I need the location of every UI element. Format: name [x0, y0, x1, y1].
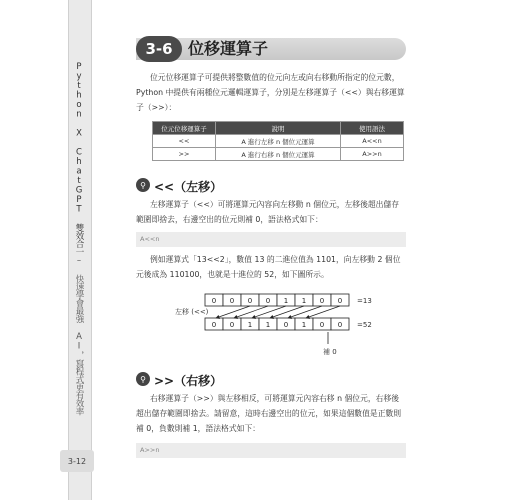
table-cell: A 進行右移 n 個位元運算	[216, 148, 341, 161]
magnifier-icon: ⚲	[136, 372, 150, 386]
top-bit-bit: 0	[265, 297, 271, 305]
right-shift-syntax: A>>n	[140, 446, 160, 454]
right-shift-heading: >>（右移）	[154, 374, 223, 388]
bottom-bit-row	[205, 318, 349, 330]
right-shift-syntax-box	[136, 443, 406, 458]
table-row	[153, 148, 404, 161]
diagram-label: 左移 (<<)	[175, 308, 209, 316]
table-row	[153, 135, 404, 148]
bottom-bit-bit: 0	[229, 321, 235, 329]
shift-arrow	[234, 306, 268, 318]
bottom-bit-bit: 1	[265, 321, 271, 329]
magnifier-icon: ⚲	[136, 178, 150, 192]
table-header: 位元位移運算子	[153, 122, 216, 135]
section-number: 3-6	[136, 36, 182, 62]
shift-arrows	[216, 306, 340, 318]
top-bit-bit: 0	[319, 297, 325, 305]
left-shift-syntax-box	[136, 232, 406, 247]
top-value: =13	[357, 297, 372, 305]
left-shift-heading: <<（左移）	[154, 180, 223, 194]
left-shift-description: 左移運算子（<<）可將運算元內容向左移動 n 個位元，左移後超出儲存範圍即捨去，右邊空出的位元則補 0，語法格式如下：	[136, 200, 400, 224]
table-cell: A<<n	[341, 135, 404, 148]
book-title-vertical	[71, 62, 87, 415]
bottom-bit-bit: 0	[283, 321, 289, 329]
top-bit-bit: 0	[211, 297, 217, 305]
bottom-value: =52	[357, 321, 372, 329]
table-header: 使用語法	[341, 122, 404, 135]
book-title: Python X ChatGPT 雙效合一	[74, 62, 84, 256]
bottom-bit-bit: 0	[319, 321, 325, 329]
shift-arrow	[270, 306, 304, 318]
table-cell: A 進行左移 n 個位元運算	[216, 135, 341, 148]
table-header: 說明	[216, 122, 341, 135]
section-title: 位移運算子	[188, 39, 269, 58]
book-subtitle: – 快速學會最強 AI，寫程式更有效率	[74, 255, 84, 415]
top-bit-bit: 0	[337, 297, 343, 305]
bottom-bit-bit: 1	[247, 321, 253, 329]
bottom-bit-bit: 0	[211, 321, 217, 329]
intro-paragraph: 位元位移運算子可提供將整數值的位元向左或向右移動所指定的位元數，Python 中提供有兩種位元邏輯運算子，分別是左移運算子（<<）與右移運算子（>>）：	[136, 73, 405, 112]
left-shift-syntax: A<<n	[140, 235, 160, 243]
bottom-bit-bit: 0	[337, 321, 343, 329]
top-bit-bit: 0	[229, 297, 235, 305]
left-shift-example: 例如運算式「13<<2」，數值 13 的二進位值為 1101，向左移動 2 個位元後成為 110100，也就是十進位的 52，如下圖所示。	[136, 255, 401, 279]
table-header-row	[153, 122, 404, 135]
top-bit-bit: 1	[283, 297, 289, 305]
top-bit-bit: 0	[247, 297, 253, 305]
shift-arrow	[306, 306, 340, 318]
operator-table	[152, 121, 404, 161]
table-cell: A>>n	[341, 148, 404, 161]
page-number: 3-12	[60, 450, 94, 472]
table-cell: >>	[153, 148, 216, 161]
shift-arrow	[252, 306, 286, 318]
shift-arrow	[288, 306, 322, 318]
fill-note: 補 0	[323, 348, 337, 356]
right-shift-description: 右移運算子（>>）與左移相反，可將運算元內容右移 n 個位元，右移後超出儲存範圍即捨去。請留意，這時右邊空出的位元，如果這個數值是正數則補 0，負數則補 1，語法格式如下：	[136, 394, 402, 433]
bottom-bit-bit: 1	[301, 321, 307, 329]
top-bit-bit: 1	[301, 297, 307, 305]
shift-arrow	[216, 306, 250, 318]
left-shift-diagram	[150, 286, 370, 361]
table-cell: <<	[153, 135, 216, 148]
top-bit-row	[205, 294, 349, 306]
